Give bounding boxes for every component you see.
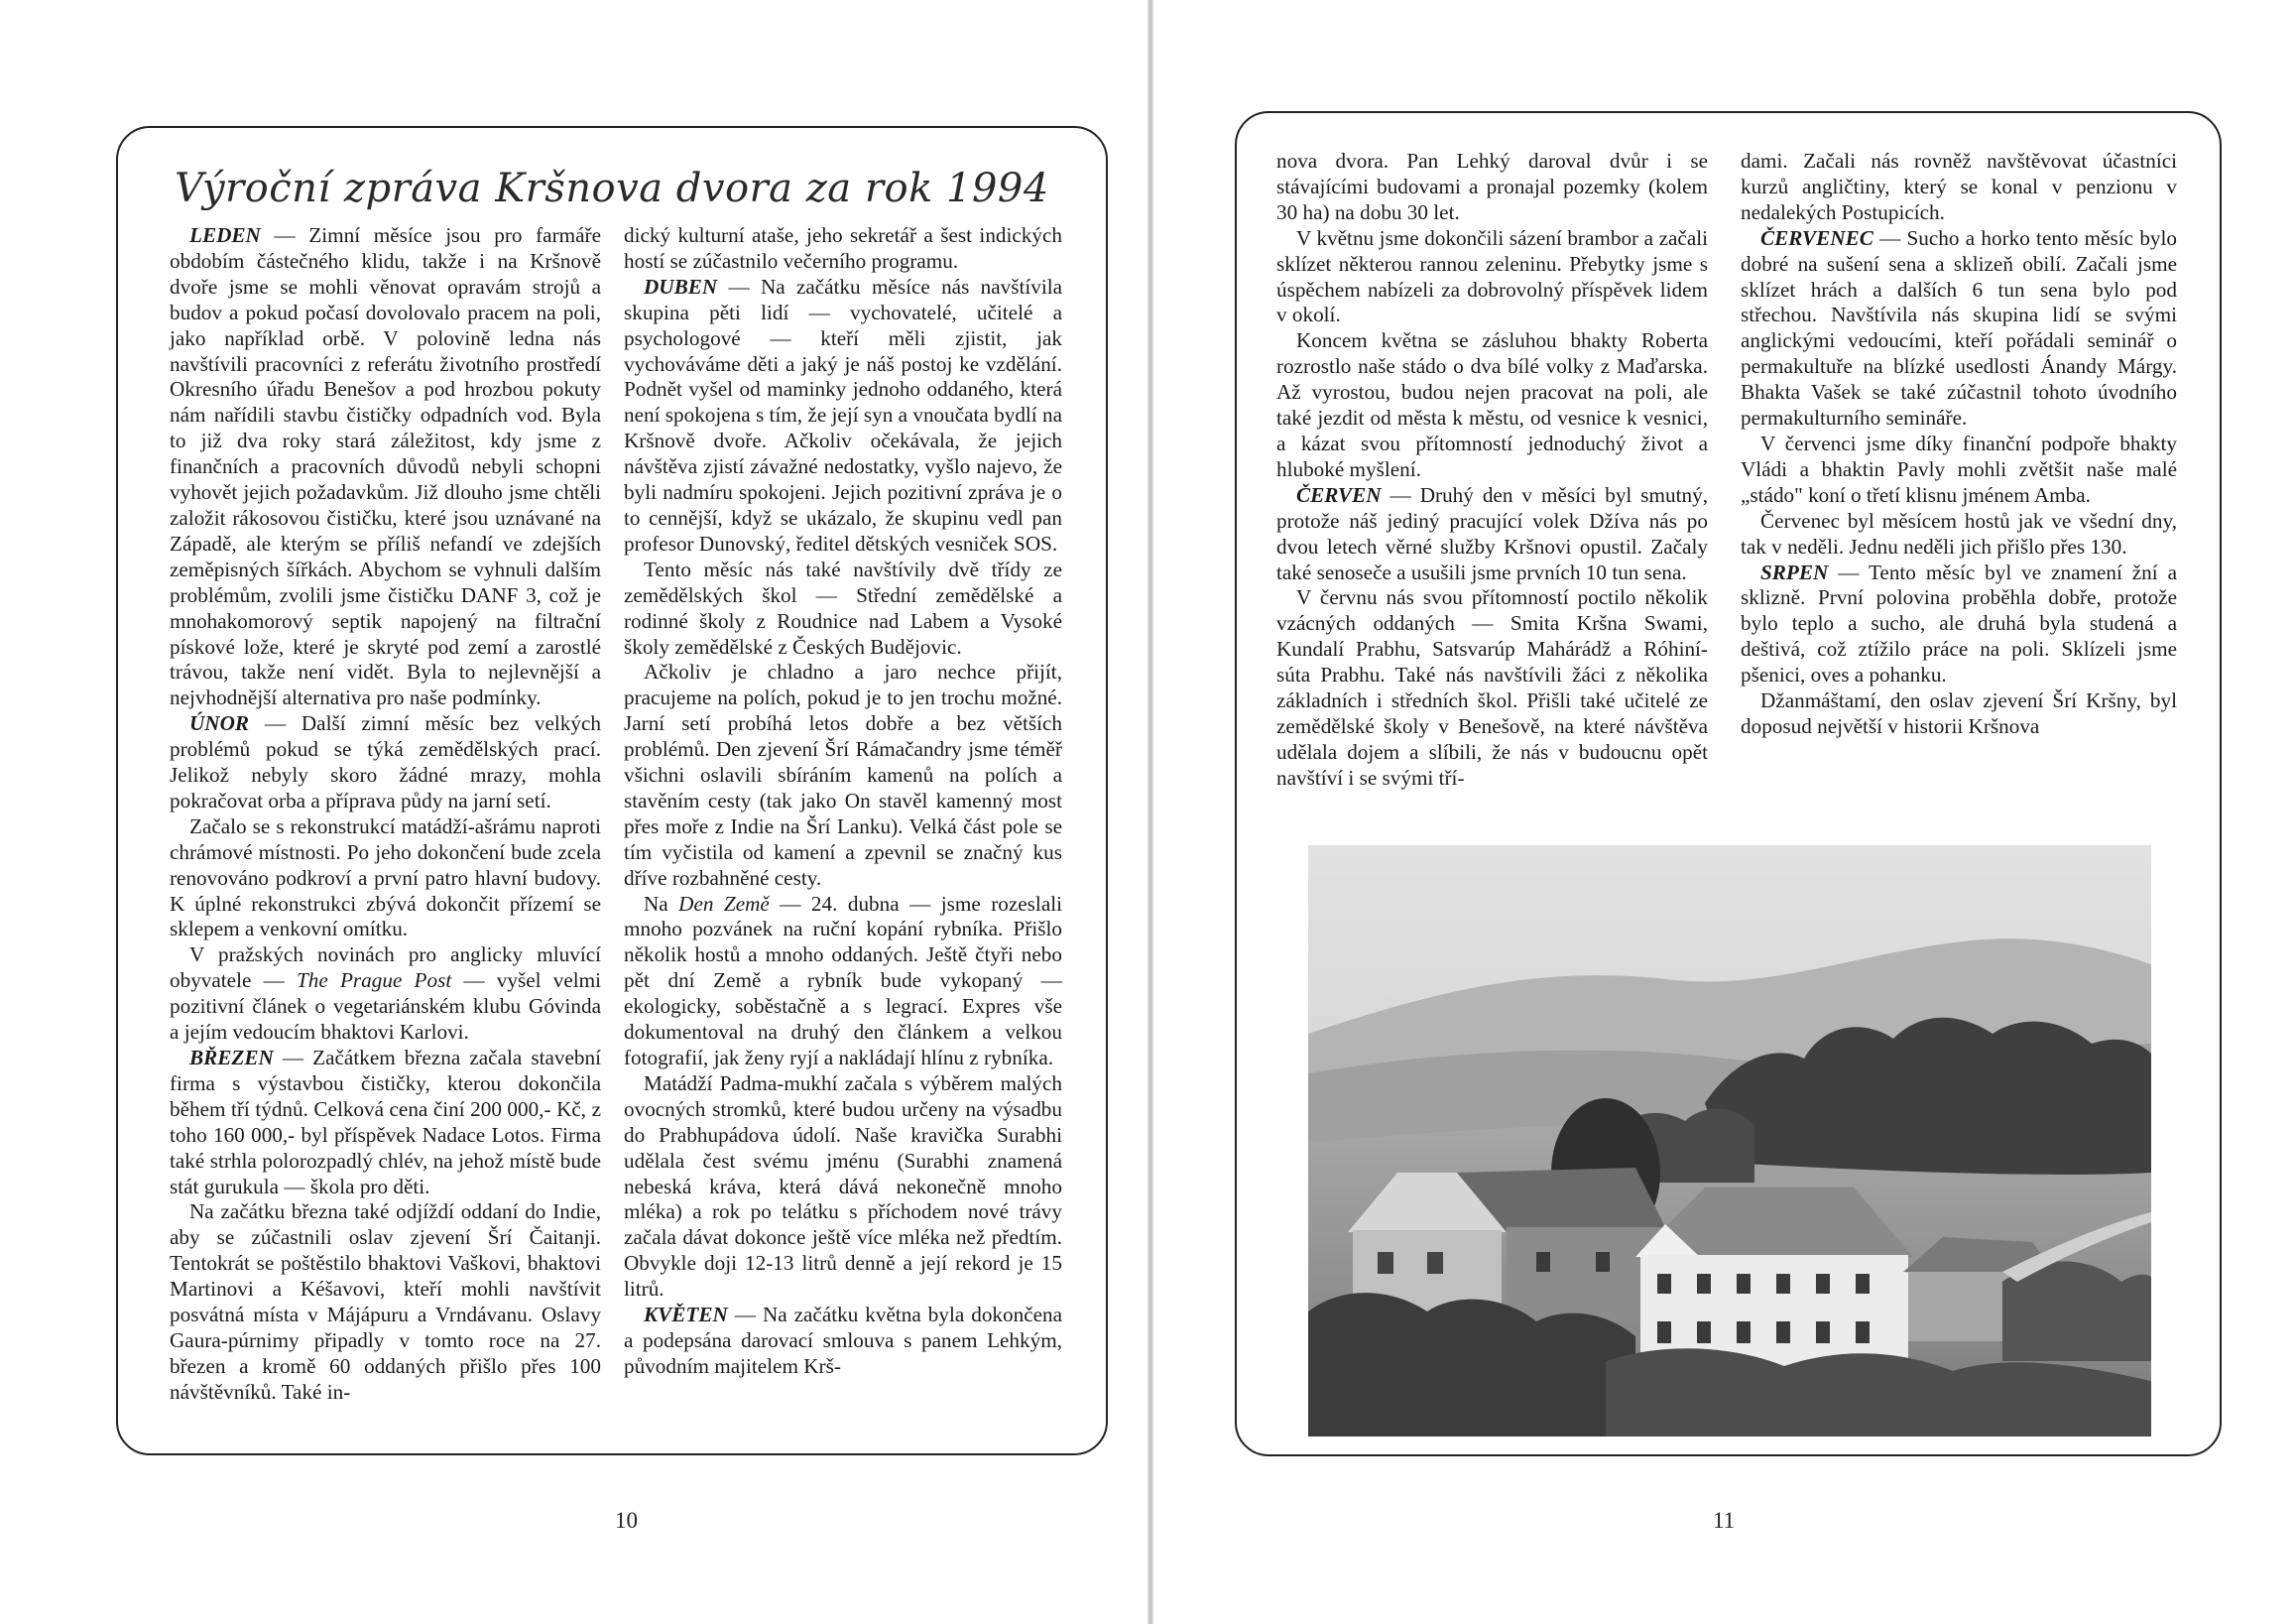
paragraph-text: nova dvora. Pan Lehký daroval dvůr i se stávajícími budovami a pronajal pozemky (kolem 30 ha) na dobu 30 let. (1276, 149, 1708, 224)
article-paragraph (1276, 226, 1708, 329)
article-paragraph (170, 942, 601, 1046)
paragraph-text: — Sucho a horko tento měsíc bylo dobré na sušení sena a sklizeň obilí. Začali jsme sklízet hrách a dalších 6 tun sena bylo pod střechou. Navštívila nás skupina lidí se svými anglickými vedoucími, kteří pořádali seminář o permakultuře na blízké usedlosti Ánandy Márgy. Bhakta Vašek se také zúčastnil tohoto úvodního permakulturního semináře. (1741, 225, 2177, 431)
paragraph-text: — Začátkem března začala stavební firma s výstavbou čističky, kterou dokončila během tří týdnů. Celková cena činí 200 000,- Kč, z toho 160 000,- byl příspěvek Nadace Lotos. Firma také strhla polorozpadlý chlév, na jehož místě bude stát gurukula — škola pro děti. (170, 1046, 601, 1198)
article-paragraph (1741, 561, 2177, 689)
article-paragraph (1741, 149, 2177, 226)
article-paragraph (1276, 585, 1708, 791)
article-paragraph (1741, 432, 2177, 509)
paragraph-text: — Druhý den v měsíci byl smutný, protože náš jediný pracující volek Džíva nás po dvou letech věrné služby Kršnovi opustil. Začaly také senoseče a usušili jsme prvních 10 tun sena. (1276, 482, 1708, 584)
article-paragraph (624, 558, 1062, 661)
paragraph-text: Červenec byl měsícem hostů jak ve všední dny, tak v neděli. Jednu neděli jich přišlo přes 130. (1741, 508, 2177, 559)
article-paragraph (1741, 226, 2177, 432)
article-paragraph (170, 1199, 601, 1405)
article-paragraph (624, 275, 1062, 558)
article-paragraph (624, 1303, 1062, 1380)
month-heading: ČERVEN (1296, 482, 1382, 507)
paragraph-text: — 24. dubna — jsme rozeslali mnoho pozvánek na ruční kopání rybníka. Přišlo několik hostů a mnoho oddaných. Ještě čtyři nebo pět dní Země a rybník bude vykopaný — ekologicky, soběstačně a s legrací. Expres vše dokumentoval na druhý den článkem a velkou fotografií, jak ženy ryjí a nakládají hlínu z rybníka. (624, 891, 1062, 1069)
article-paragraph (170, 1046, 601, 1199)
article-paragraph (1741, 688, 2177, 740)
left-page-frame (116, 126, 1108, 1455)
paragraph-text: — vyšel velmi pozitivní článek o vegetariánském klubu Góvinda a jejím vedoucím bhaktovi Karlovi. (170, 968, 601, 1045)
paragraph-text: — Na začátku měsíce nás navštívila skupina pěti lidí — vychovatelé, učitelé a psychologové — kteří měli zjistit, jak vychováváme děti a jaký je náš postoj ke vzdělání. Podnět vyšel od maminky jednoho oddaného, která není spokojena s tím, že její syn a vnoučata bydlí na Kršnově dvoře. Ačkoliv očekávala, že jejich návštěva zjistí závažné nedostatky, vyšlo najevo, že byli nadmíru spokojeni. Jejich pozitivní zpráva je o to cennější, když se ukázalo, že skupinu vedl pan profesor Dunovský, ředitel dětských vesniček SOS. (624, 274, 1062, 556)
paragraph-text: Matádží Padma-mukhí začala s výběrem malých ovocných stromků, které budou určeny na výsadbu do Prabhupádova údolí. Naše kravička Surabhi udělala čest svému jménu (Surabhi znamená nebeská kráva, která dává nekonečně mnoho mléka) a rok po telátku s příchodem nové trávy začala dávat dokonce ještě více mléka než předtím. Obvykle doji 12-13 litrů denně a její rekord je 15 litrů. (624, 1070, 1062, 1302)
page-gutter (1148, 0, 1153, 1624)
paragraph-text: Koncem května se zásluhou bhakty Roberta rozrostlo naše stádo o dva bílé volky z Maďarska. Až vyrostou, budou nejen pracovat na poli, ale také jezdit od města k městu, od vesnice k vesnici, a kázat svou přítomností jednoduchý život a hluboké myšlení. (1276, 328, 1708, 481)
paragraph-text: V červnu nás svou přítomností poctilo několik vzácných oddaných — Smita Kršna Swami, Kundalí Prabhu, Satsvarúp Mahárádž a Róhiní-súta Prabhu. Také nás navštívili žáci z několika základních i středních škol. Přišli také učitelé ze zemědělské školy v Benešově, na které návštěva udělala dojem a slíbili, že nás v budoucnu opět navštíví i se svými tří- (1276, 585, 1708, 790)
article-paragraph (170, 711, 601, 814)
paragraph-text: V červenci jsme díky finanční podpoře bhakty Vládi a bhaktin Pavly mohli zvětšit naše malé „stádo" koní o třetí klisnu jménem Amba. (1741, 431, 2177, 507)
farm-landscape-image (1308, 845, 2151, 1437)
italic-phrase: Den Země (678, 891, 770, 916)
paragraph-text: dický kulturní ataše, jeho sekretář a šest indických hostí se zúčastnilo večerního programu. (624, 223, 1062, 273)
right-column-1 (1276, 149, 1708, 792)
month-heading: KVĚTEN (644, 1303, 728, 1327)
month-heading: BŘEZEN (189, 1046, 274, 1069)
right-page-frame (1235, 111, 2222, 1456)
article-paragraph (170, 223, 601, 711)
month-heading: LEDEN (189, 223, 261, 247)
paragraph-text: Ačkoliv je chladno a jaro nechce přijít, pracujeme na polích, pokud je to jen trochu možné. Jarní setí probíhá letos dobře a bez větších problémů. Den zjevení Šrí Rámačandry jsme téměř všichni oslavili sbíráním kamenů na polích a stavěním cesty (tak jako On stavěl kamenný most přes moře z Indie na Šrí Lanku). Velká část pole se tím vyčistila od kamení a zpevnil se značný kus dříve rozbahněné cesty. (624, 660, 1062, 890)
article-paragraph (1276, 483, 1708, 586)
article-paragraph (624, 1071, 1062, 1303)
paragraph-text: — Na začátku května byla dokončena a podepsána darovací smlouva s panem Lehkým, původním majitelem Krš- (624, 1303, 1062, 1378)
month-heading: ÚNOR (189, 711, 250, 736)
paragraph-text: V květnu jsme dokončili sázení brambor a začali sklízet některou rannou zeleninu. Přebytky jsme s úspěchem nabízeli za dobrovolný příspěvek lidem v okolí. (1276, 225, 1708, 327)
paragraph-text: — Zimní měsíce jsou pro farmáře obdobím částečného klidu, takže i na Kršnově dvoře jsme se mohli věnovat opravám strojů a budov a pokud počasí dovolovalo pracem na poli, jako například orbě. V polovině ledna nás navštívili pracovníci z referátu životního prostředí Okresního úřadu Benešov a pod hrozbou pokuty nám nařídili stavbu čističky odpadních vod. Byla to již dva roky stará záležitost, kdy jsme z finančních a pracovních důvodů nebyli schopni vyhovět jejich požadavkům. Již dlouho jsme chtěli založit rákosovou čističku, které jsou uznávané na Západě, ale kterým se příliš nefandí ve zdejších zeměpisných šířkách. Abychom se vyhnuli dalším problémům, zvolili jsme čističku DANF 3, což je mnohakomorový septik napojený na filtrační pískové lože, které je skryté pod zemí a zarostlé trávou, takže není vidět. Byla to nejlevnější a nejvhodnější alternativa pro naše podmínky. (170, 223, 601, 710)
farm-photograph (1308, 845, 2151, 1437)
article-paragraph (170, 814, 601, 943)
article-paragraph (1276, 149, 1708, 226)
paragraph-text: Džanmáštamí, den oslav zjevení Šrí Kršny, byl doposud největší v historii Kršnova (1741, 688, 2177, 738)
italic-phrase: The Prague Post (296, 968, 452, 993)
paragraph-text: dami. Začali nás rovněž navštěvovat účastníci kurzů angličtiny, který se konal v penzionu v nedalekých Postupicích. (1741, 149, 2177, 224)
left-column-2 (624, 223, 1062, 1380)
article-paragraph (1741, 509, 2177, 561)
month-heading: SRPEN (1760, 560, 1829, 584)
paragraph-text: Začalo se s rekonstrukcí matádží-ašrámu naproti chrámové místnosti. Po jeho dokončení bude zcela renovováno podkroví a první patro hlavní budovy. K úplné rekonstrukci zbývá dokončit přízemí se sklepem a venkovní omítku. (170, 813, 601, 941)
month-heading: ČERVENEC (1760, 225, 1873, 250)
paragraph-text: V pražských novinách pro anglicky mluvící obyvatele — (170, 942, 601, 993)
article-paragraph (624, 892, 1062, 1071)
page-number-right: 11 (1713, 1508, 1736, 1533)
paragraph-text: Tento měsíc nás také navštívily dvě třídy ze zemědělských škol — Střední zemědělské a rodinné školy z Roudnice nad Labem a Vysoké školy zemědělské z Českých Budějovic. (624, 557, 1062, 659)
article-paragraph (1276, 328, 1708, 482)
right-column-2 (1741, 149, 2177, 740)
paragraph-text: — Další zimní měsíc bez velkých problémů pokud se týká zemědělských prací. Jelikož nebyly skoro žádné mrazy, mohla pokračovat orba a příprava půdy na jarní setí. (170, 711, 601, 812)
paragraph-text: Na (644, 891, 679, 916)
page-number-left: 10 (615, 1508, 638, 1533)
month-heading: DUBEN (644, 274, 718, 299)
left-column-1 (170, 223, 601, 1406)
article-paragraph (624, 660, 1062, 891)
paragraph-text: Na začátku března také odjíždí oddaní do Indie, aby se zúčastnili oslav zjevení Šrí Čaitanji. Tentokrát se poštěstilo bhaktovi Vaškovi, bhaktovi Martinovi a Kéšavovi, kteří mohli navštívit posvátná místa v Májápuru a Vrndávanu. Oslavy Gaura-púrnimy připadly v tomto roce na 27. březen a kromě 60 oddaných přišlo přes 100 návštěvníků. Také in- (170, 1199, 601, 1404)
article-paragraph (624, 223, 1062, 275)
paragraph-text: — Tento měsíc byl ve znamení žní a sklizně. První polovina proběhla dobře, protože bylo teplo a sucho, ale druhá byla studená a deštivá, což ztížilo práce na poli. Sklízeli jsme pšenici, oves a pohanku. (1741, 560, 2177, 687)
report-title: Výroční zpráva Kršnova dvora za rok 1994 (175, 166, 1049, 211)
